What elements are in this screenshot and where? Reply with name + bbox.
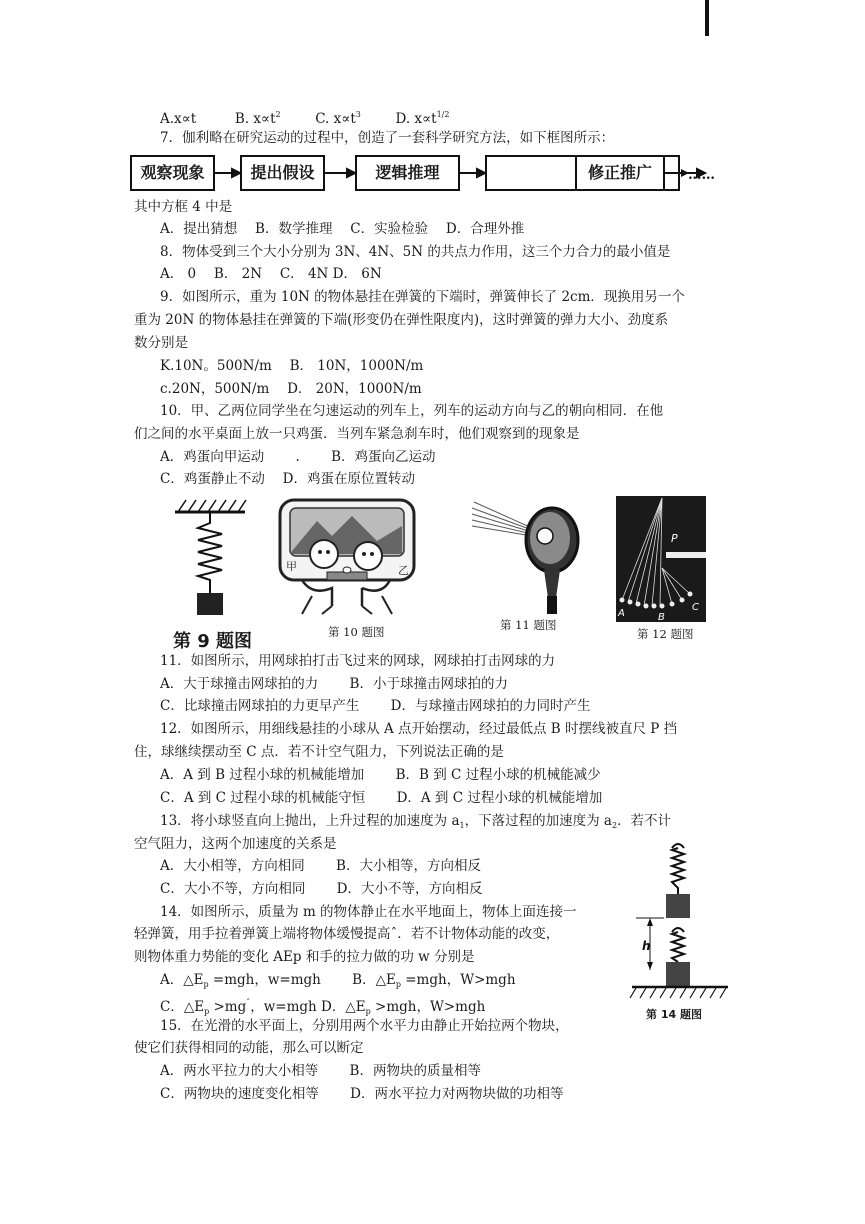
q14-option-a-subscript: p [203,980,209,989]
q15-options-1: A．两水平拉力的大小相等 B．两物块的质量相等 [160,1063,481,1079]
q13-line2: 空气阻力，这两个加速度的关系是 [134,836,337,852]
flow-box-revise: 修正推广 [575,155,665,191]
q14-option-c: C．△E [160,999,205,1015]
q10-options-1: A．鸡蛋向甲运动 . B．鸡蛋向乙运动 [160,449,436,465]
q8-options: A． 0 B． 2N C． 4N D． 6N [160,266,382,282]
q14-options-1 [160,971,516,994]
q6-options [160,106,449,128]
q9-options-2: c.20N，500N/m D． 20N，1000N/m [160,381,422,397]
fig9-spring-image [170,498,250,623]
fig10-caption: 第 10 题图 [328,625,385,639]
q14-option-c-tail: >mg [209,999,247,1015]
flow-box-hypothesis: 提出假设 [240,155,325,191]
q8-stem: 8．物体受到三个大小分别为 3N、4N、5N 的共点力作用，这三个力合力的最小值是 [160,244,671,260]
fig11-racket-image [470,498,580,616]
q6-option-c: C. x∝t [315,111,356,127]
q13-line1 [160,812,671,835]
q12-line2: 住，球继续摆动至 C 点．若不计空气阻力，下列说法正确的是 [134,744,504,760]
q13-line1-part-c: ．若不计 [617,813,672,829]
q14-option-b: =mgh，w=mgh B．△E [208,972,396,988]
fig9-caption: 第 9 题图 [173,631,253,652]
fig12-label-a: A [618,608,625,619]
q12-options-1: A．A 到 B 过程小球的机械能增加 B．B 到 C 过程小球的机械能减少 [160,767,601,783]
q11-options-2: C．比球撞击网球拍的力更早产生 D．与球撞击网球拍的力同时产生 [160,698,591,714]
q10-line2: 们之间的水平桌面上放一只鸡蛋．当列车紧急刹车时，他们观察到的现象是 [134,426,580,442]
fig12-pendulum-image [616,496,706,622]
q13-options-1: A．大小相等，方向相同 B．大小相等，方向相反 [160,858,481,874]
q12-line1: 12．如图所示，用细线悬挂的小球从 A 点开始摆动，经过最低点 B 时摆线被直尺 P 挡 [160,721,678,737]
fig11-caption: 第 11 题图 [500,618,557,632]
q6-option-b-exponent: 2 [275,110,281,119]
q13-a2-subscript: 2 [611,821,618,830]
fig10-label-jia: 甲 [286,560,297,573]
q10-options-2: C．鸡蛋静止不动 D．鸡蛋在原位置转动 [160,471,415,487]
q6-option-c-exponent: 3 [355,110,361,119]
q15-line1: 15．在光滑的水平面上，分别用两个水平力由静止开始拉两个物块， [160,1018,569,1034]
q12-options-2: C．A 到 C 过程小球的机械能守恒 D．A 到 C 过程小球的机械能增加 [160,790,603,806]
fig12-label-p: P [671,532,678,545]
fig10-train-image [272,496,422,620]
q9-line1: 9．如图所示，重为 10N 的物体悬挂在弹簧的下端时，弹簧伸长了 2cm．现换用另一个 [160,289,685,305]
q6-option-a: A.x∝t [160,111,197,127]
q9-line3: 数分别是 [134,335,188,351]
q6-option-d: D. x∝t [395,111,437,127]
q6-option-d-exponent: 1/2 [436,110,450,119]
q9-line2: 重为 20N 的物体悬挂在弹簧的下端(形变仍在弹性限度内)，这时弹簧的弹力大小、劲度系 [134,312,669,328]
fig12-label-c: C [692,602,699,613]
q11-options-1: A．大于球撞击网球拍的力 B．小于球撞击网球拍的力 [160,676,508,692]
flow-ellipsis: …… [688,167,715,183]
q7-sub: 其中方框 4 中是 [134,199,233,215]
q13-line1-part-a: 13．将小球竖直向上抛出，上升过程的加速度为 a [160,813,460,829]
q14-option-b-subscript: p [395,980,401,989]
q10-line1: 10．甲、乙两位同学坐在匀速运动的列车上，列车的运动方向与乙的朝向相同．在他 [160,403,664,419]
q9-options-1: K.10N。500N/m B． 10N，1000N/m [160,358,424,374]
flow-box-reasoning: 逻辑推理 [355,155,460,191]
fig10-label-yi: 乙 [398,564,409,577]
q6-option-b: B. x∝t [234,111,276,127]
q14-option-d: ，w=mgh D．△E [250,999,366,1015]
q14-option-a: A．△E [160,972,204,988]
q14-option-c-superscript: ˆ [246,998,251,1007]
q14-line2: 轻弹簧，用手拉着弹簧上端将物体缓慢提高ˆ．若不计物体动能的改变， [134,926,560,942]
fig14-spring-lift-image [628,842,733,1007]
fig14-caption: 第 14 题图 [646,1008,702,1021]
q7-options: A．提出猜想 B．数学推理 C．实验检验 D．合理外推 [160,221,525,237]
q13-a1-subscript: 1 [459,821,465,830]
q13-options-2: C．大小不等，方向相同 D．大小不等，方向相反 [160,881,483,897]
q14-option-d-tail: >mgh，W>mgh [370,999,486,1015]
fig12-caption: 第 12 题图 [637,627,694,641]
flow-box-observe: 观察现象 [130,155,215,191]
q14-option-c-subscript: p [204,1007,210,1016]
q14-line1: 14．如图所示，质量为 m 的物体静止在水平地面上，物体上面连接一 [160,904,577,920]
q14-option-b-tail: =mgh，W>mgh [400,972,516,988]
fig12-label-b: B [658,612,665,622]
q14-option-d-subscript: p [365,1007,371,1016]
fig14-label-h: h [642,939,651,953]
q15-line2: 使它们获得相同的动能，那么可以断定 [134,1040,364,1056]
q13-line1-part-b: ，下落过程的加速度为 a [464,813,612,829]
q11-stem: 11．如图所示，用网球拍打击飞过来的网球，网球拍打击网球的力 [160,653,556,669]
q7-stem: 7．伽利略在研究运动的过程中，创造了一套科学研究方法，如下框图所示： [160,130,615,146]
q15-options-2: C．两物块的速度变化相等 D．两水平拉力对两物块做的功相等 [160,1086,564,1102]
q14-line3: 则物体重力势能的变化 AEp 和手的拉力做的功 w 分别是 [134,949,475,965]
